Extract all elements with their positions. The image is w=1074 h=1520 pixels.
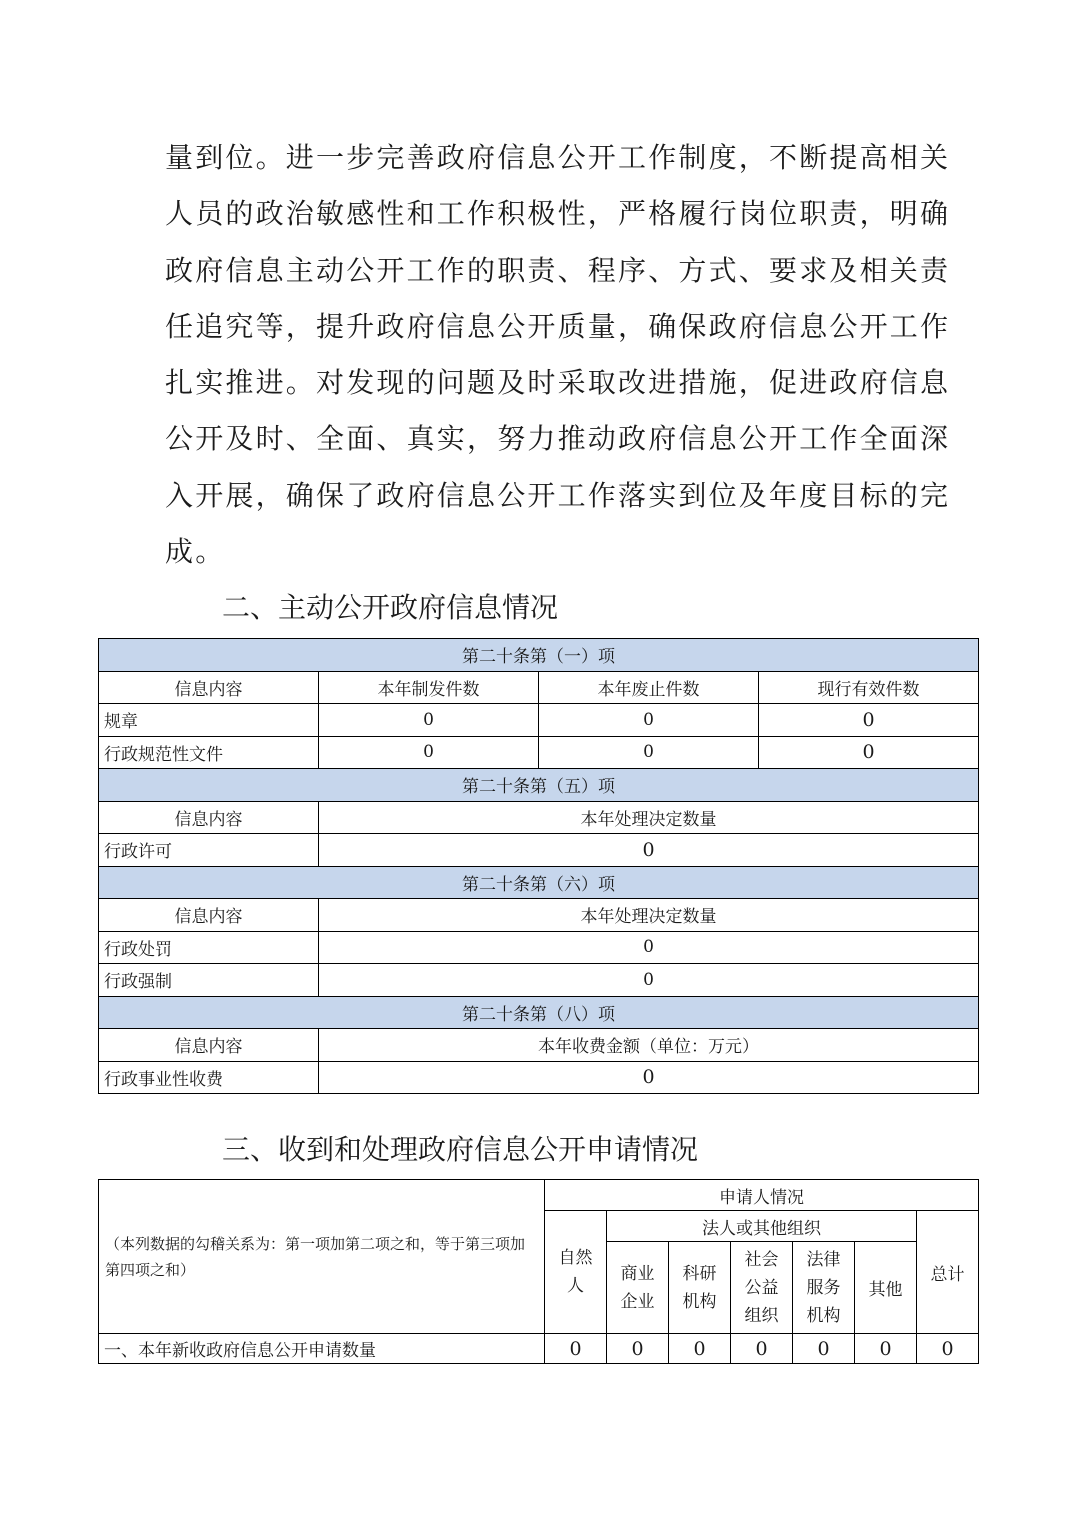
cell-value: 0	[539, 736, 759, 769]
column-header: 现行有效件数	[759, 671, 979, 704]
cell-value: 0	[319, 964, 979, 997]
header-line: 自然	[558, 1248, 593, 1268]
paragraph-line: 成。	[165, 535, 226, 568]
column-header: 信息内容	[99, 899, 319, 932]
column-header: 本年废止件数	[539, 671, 759, 704]
table-row	[99, 931, 979, 964]
cell-value: 0	[539, 704, 759, 737]
cell-value: 0	[607, 1334, 669, 1364]
paragraph-line: 公开及时、全面、真实，努力推动政府信息公开工作全面深	[165, 422, 951, 455]
column-header: 信息内容	[99, 801, 319, 834]
paragraph-line: 扎实推进。对发现的问题及时采取改进措施，促进政府信息	[165, 366, 951, 399]
table-section-header: 第二十条第（五）项	[99, 769, 979, 802]
header-line: 科研	[682, 1263, 717, 1284]
table-row	[99, 1061, 979, 1094]
cell-value: 0	[319, 736, 539, 769]
row-label: 行政事业性收费	[99, 1061, 319, 1094]
table-section-header: 第二十条第（一）项	[99, 639, 979, 672]
column-header: 本年处理决定数量	[319, 801, 979, 834]
column-header: 本年制发件数	[319, 671, 539, 704]
header-line: 商业	[620, 1263, 655, 1284]
header-line: 公益	[744, 1277, 779, 1298]
org-type-header	[669, 1242, 731, 1334]
table-row	[99, 834, 979, 867]
table-row	[99, 1334, 979, 1364]
paragraph-line: 量到位。进一步完善政府信息公开工作制度，不断提高相关	[165, 141, 951, 174]
row-label: 行政规范性文件	[99, 736, 319, 769]
cell-value: 0	[759, 736, 979, 769]
cell-value: 0	[545, 1334, 607, 1364]
org-type-header	[731, 1242, 793, 1334]
cell-value: 0	[319, 931, 979, 964]
column-header: 信息内容	[99, 1029, 319, 1062]
row-label: 规章	[99, 704, 319, 737]
cell-value: 0	[793, 1334, 855, 1364]
application-table	[98, 1179, 979, 1364]
legal-org-header: 法人或其他组织	[607, 1211, 917, 1242]
total-header: 总计	[917, 1211, 979, 1334]
header-line: 法律	[806, 1249, 841, 1270]
column-header: 本年处理决定数量	[319, 899, 979, 932]
row-label: 行政许可	[99, 834, 319, 867]
table-row	[99, 964, 979, 997]
cell-value: 0	[319, 834, 979, 867]
cell-value: 0	[669, 1334, 731, 1364]
paragraph-line: 人员的政治敏感性和工作积极性，严格履行岗位职责，明确	[165, 197, 951, 230]
cell-value: 0	[759, 704, 979, 737]
column-header: 信息内容	[99, 671, 319, 704]
table-section-header: 第二十条第（八）项	[99, 996, 979, 1029]
applicant-header: 申请人情况	[545, 1180, 979, 1211]
row-label: 行政强制	[99, 964, 319, 997]
paragraph-line: 任追究等，提升政府信息公开质量，确保政府信息公开工作	[165, 310, 951, 343]
natural-person-header	[545, 1211, 607, 1334]
table-section-header: 第二十条第（六）项	[99, 866, 979, 899]
section-title: 二、主动公开政府信息情况	[222, 591, 559, 624]
cell-value: 0	[917, 1334, 979, 1364]
org-type-header	[607, 1242, 669, 1334]
proactive-disclosure-table	[98, 638, 979, 1094]
table-row	[99, 704, 979, 737]
section-title: 三、收到和处理政府信息公开申请情况	[222, 1133, 699, 1166]
header-line: 机构	[806, 1305, 841, 1326]
header-line: 企业	[620, 1291, 655, 1312]
cell-value: 0	[855, 1334, 917, 1364]
table-row	[99, 736, 979, 769]
paragraph-line: 政府信息主动公开工作的职责、程序、方式、要求及相关责	[165, 254, 951, 287]
row-label: 一、本年新收政府信息公开申请数量	[99, 1334, 545, 1364]
consistency-note: （本列数据的勾稽关系为：第一项加第二项之和，等于第三项加第四项之和）	[99, 1180, 545, 1334]
row-label: 行政处罚	[99, 931, 319, 964]
cell-value: 0	[319, 1061, 979, 1094]
header-line: 机构	[682, 1291, 717, 1312]
org-type-header: 其他	[855, 1242, 917, 1334]
header-line: 社会	[744, 1249, 779, 1270]
org-type-header	[793, 1242, 855, 1334]
header-line: 服务	[806, 1277, 841, 1298]
cell-value: 0	[319, 704, 539, 737]
header-line: 人	[567, 1276, 584, 1296]
header-line: 组织	[744, 1305, 779, 1326]
paragraph-line: 入开展，确保了政府信息公开工作落实到位及年度目标的完	[165, 479, 951, 512]
column-header: 本年收费金额（单位：万元）	[319, 1029, 979, 1062]
cell-value: 0	[731, 1334, 793, 1364]
